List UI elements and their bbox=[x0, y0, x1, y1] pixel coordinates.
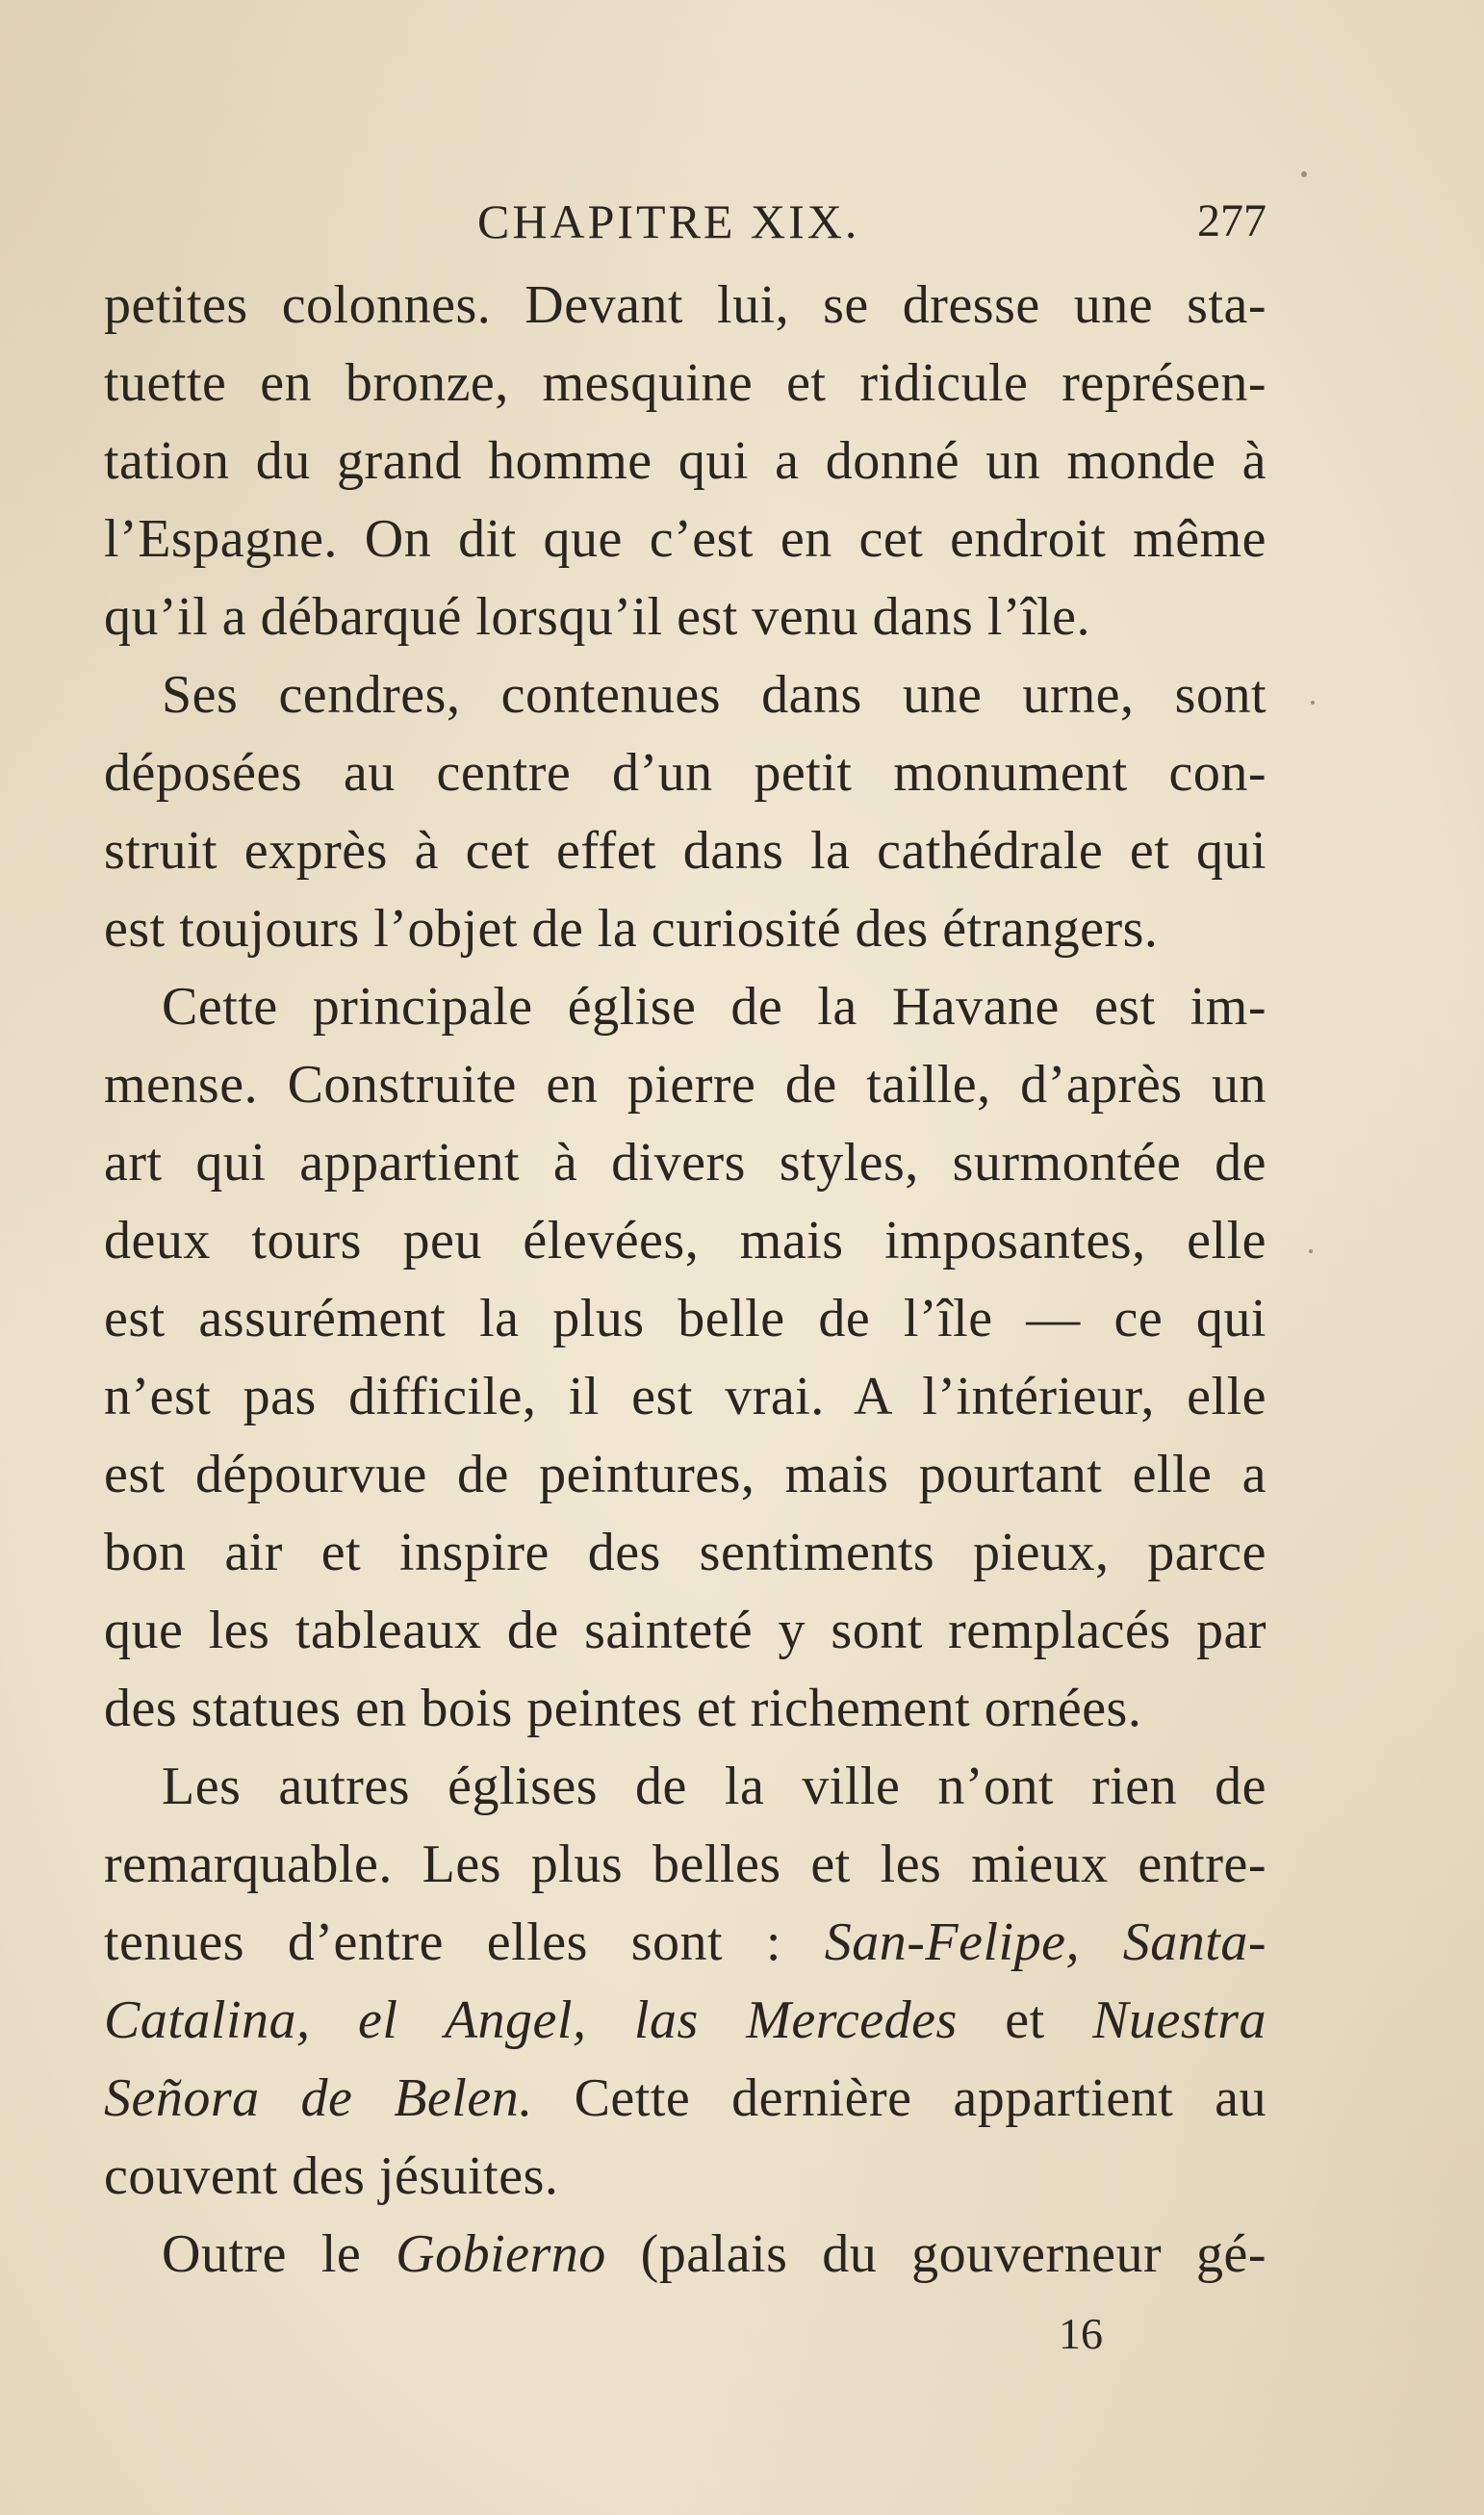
italic-text: Señora de Belen. bbox=[104, 2068, 533, 2128]
text-segment: Outre le bbox=[162, 2224, 362, 2284]
text-line: l’Espagne. On dit que c’est en cet endroit même bbox=[104, 509, 1267, 569]
text-line bbox=[104, 1904, 1267, 1982]
text-segment: et bbox=[1005, 1990, 1045, 2050]
text-segment: (palais du gouverneur gé- bbox=[640, 2224, 1267, 2284]
text-line: tation du grand homme qui a donné un monde à bbox=[104, 431, 1267, 491]
text-line: remarquable. Les plus belles et les mieux entre- bbox=[104, 1835, 1267, 1894]
text-line: couvent des jésuites. bbox=[104, 2146, 559, 2206]
ink-speck bbox=[1311, 701, 1315, 705]
text-line: mense. Construite en pierre de taille, d’après un bbox=[104, 1055, 1267, 1115]
italic-text: San-Felipe, Santa- bbox=[824, 1912, 1267, 1972]
text-line: Ses cendres, contenues dans une urne, sont bbox=[162, 665, 1267, 725]
chapter-title: CHAPITRE XIX. bbox=[477, 194, 860, 248]
text-line: déposées au centre d’un petit monument con- bbox=[104, 743, 1267, 803]
text-line: petites colonnes. Devant lui, se dresse une sta- bbox=[104, 275, 1267, 335]
ink-speck bbox=[1309, 1249, 1313, 1253]
text-line: Les autres églises de la ville n’ont rien de bbox=[162, 1757, 1267, 1816]
text-line: n’est pas difficile, il est vrai. A l’intérieur, elle bbox=[104, 1367, 1267, 1426]
italic-text: Nuestra bbox=[1092, 1990, 1267, 2050]
text-line: bon air et inspire des sentiments pieux, parce bbox=[104, 1523, 1267, 1582]
text-line: que les tableaux de sainteté y sont remplacés par bbox=[104, 1601, 1267, 1660]
italic-text: Catalina, el Angel, las Mercedes bbox=[104, 1990, 958, 2050]
text-line bbox=[104, 2060, 1267, 2138]
running-head bbox=[104, 188, 1267, 255]
text-line: est assurément la plus belle de l’île — ce qui bbox=[104, 1289, 1267, 1348]
text-line: est dépourvue de peintures, mais pourtant elle a bbox=[104, 1445, 1267, 1504]
text-segment: tenues d’entre elles sont : bbox=[104, 1912, 781, 1972]
italic-text: Gobierno bbox=[396, 2224, 606, 2284]
text-line: qu’il a débarqué lorsqu’il est venu dans l’île. bbox=[104, 587, 1090, 647]
text-line: tuette en bronze, mesquine et ridicule représen- bbox=[104, 353, 1267, 413]
text-line bbox=[104, 1982, 1267, 2060]
text-line: est toujours l’objet de la curiosité des étrangers. bbox=[104, 899, 1159, 959]
page-number: 277 bbox=[1197, 195, 1267, 246]
text-line: struit exprès à cet effet dans la cathédrale et qui bbox=[104, 821, 1267, 881]
text-line: Cette principale église de la Havane est im- bbox=[162, 977, 1267, 1037]
signature-mark: 16 bbox=[1059, 2309, 1103, 2358]
ink-speck bbox=[1301, 171, 1307, 177]
text-segment: Cette dernière appartient au bbox=[574, 2068, 1267, 2128]
body-text bbox=[104, 267, 1267, 2294]
text-line: deux tours peu élevées, mais imposantes, elle bbox=[104, 1211, 1267, 1270]
text-line: des statues en bois peintes et richement ornées. bbox=[104, 1679, 1142, 1738]
text-line bbox=[104, 2216, 1267, 2294]
text-line: art qui appartient à divers styles, surmontée de bbox=[104, 1133, 1267, 1193]
